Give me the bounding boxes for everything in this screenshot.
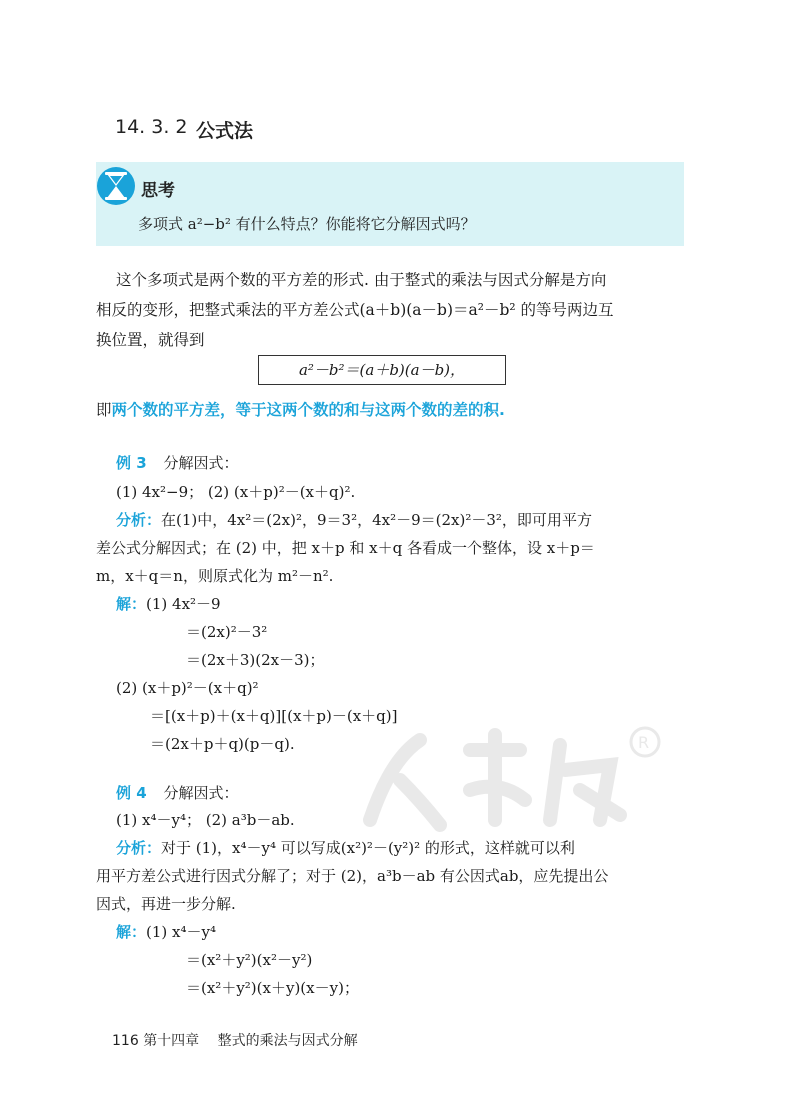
- chapter-label: 第十四章: [143, 1033, 200, 1049]
- rule-text: 两个数的平方差，等于这两个数的和与这两个数的差的积.: [111, 401, 505, 419]
- section-number: 14. 3. 2: [115, 116, 188, 138]
- svg-text:R: R: [638, 733, 650, 752]
- think-question: 多项式 a²−b² 有什么特点？你能将它分解因式吗？: [138, 215, 476, 233]
- example4-analysis-1: [116, 837, 575, 858]
- example4-analysis-2: 用平方差公式进行因式分解了；对于 (2)，a³b－ab 有公因式ab，应先提出公: [96, 867, 609, 885]
- intro-line-2: 相反的变形，把整式乘法的平方差公式(a＋b)(a－b)＝a²－b² 的等号两边互: [96, 301, 614, 319]
- example4-solution-1: [116, 921, 216, 942]
- formula-box: a²－b²＝(a＋b)(a－b)，: [258, 355, 506, 385]
- rule-prefix: 即: [96, 401, 112, 419]
- example3-s1-0: (1) 4x²－9: [146, 595, 221, 613]
- think-title: 思考: [141, 181, 175, 201]
- intro-line-3: 换位置，就得到: [96, 331, 205, 349]
- example3-s2-2: ＝(2x＋p＋q)(p－q).: [150, 735, 295, 753]
- example3-s2-1: ＝[(x＋p)＋(x＋q)][(x＋p)－(x＋q)]: [150, 707, 398, 725]
- example3-s1-1: ＝(2x)²－3²: [186, 623, 268, 641]
- example4-task: 分解因式：: [163, 784, 239, 802]
- example3-analysis-2: 差公式分解因式；在 (2) 中，把 x＋p 和 x＋q 各看成一个整体，设 x＋p＝: [96, 539, 595, 557]
- example4-analysis-label: 分析：: [116, 839, 162, 857]
- example3-task: 分解因式：: [163, 454, 239, 472]
- rule-statement: [96, 398, 505, 420]
- example3-analysis-label: 分析：: [116, 511, 162, 529]
- example4-s1-2: ＝(x²＋y²)(x＋y)(x－y)；: [186, 979, 359, 997]
- intro-line-1: 这个多项式是两个数的平方差的形式. 由于整式的乘法与因式分解是方向: [116, 271, 607, 289]
- example4-parts: (1) x⁴－y⁴； (2) a³b－ab.: [116, 811, 295, 829]
- example3-analysis-1: [116, 509, 592, 530]
- example3-s1-2: ＝(2x＋3)(2x－3)；: [186, 651, 325, 669]
- example4-solution-label: 解：: [116, 923, 147, 941]
- example3-label: 例 3: [116, 454, 147, 472]
- example3-heading: [116, 452, 238, 473]
- page-footer: [112, 1030, 358, 1050]
- example4-s1-1: ＝(x²＋y²)(x²－y²): [186, 951, 313, 969]
- example4-s1-0: (1) x⁴－y⁴: [146, 923, 216, 941]
- publisher-watermark: [350, 720, 670, 840]
- example3-analysis-text-1: 在(1)中，4x²＝(2x)²，9＝3²，4x²－9＝(2x)²－3²，即可用平方: [161, 511, 592, 529]
- example3-solution-label: 解：: [116, 595, 147, 613]
- example3-analysis-3: m，x＋q＝n，则原式化为 m²－n².: [96, 567, 334, 585]
- page-number: 116: [112, 1033, 139, 1049]
- example3-solution-1: [116, 593, 221, 614]
- example3-s2-0: (2) (x＋p)²－(x＋q)²: [116, 679, 259, 697]
- example4-heading: [116, 782, 238, 803]
- chapter-title: 整式的乘法与因式分解: [217, 1033, 358, 1049]
- section-title: 公式法: [196, 120, 254, 142]
- example4-analysis-text-1: 对于 (1)，x⁴－y⁴ 可以写成(x²)²－(y²)² 的形式，这样就可以利: [161, 839, 575, 857]
- example3-parts: (1) 4x²−9； (2) (x＋p)²－(x＋q)².: [116, 483, 356, 501]
- example4-label: 例 4: [116, 784, 147, 802]
- example4-analysis-3: 因式，再进一步分解.: [96, 895, 236, 913]
- hourglass-icon: [96, 166, 136, 206]
